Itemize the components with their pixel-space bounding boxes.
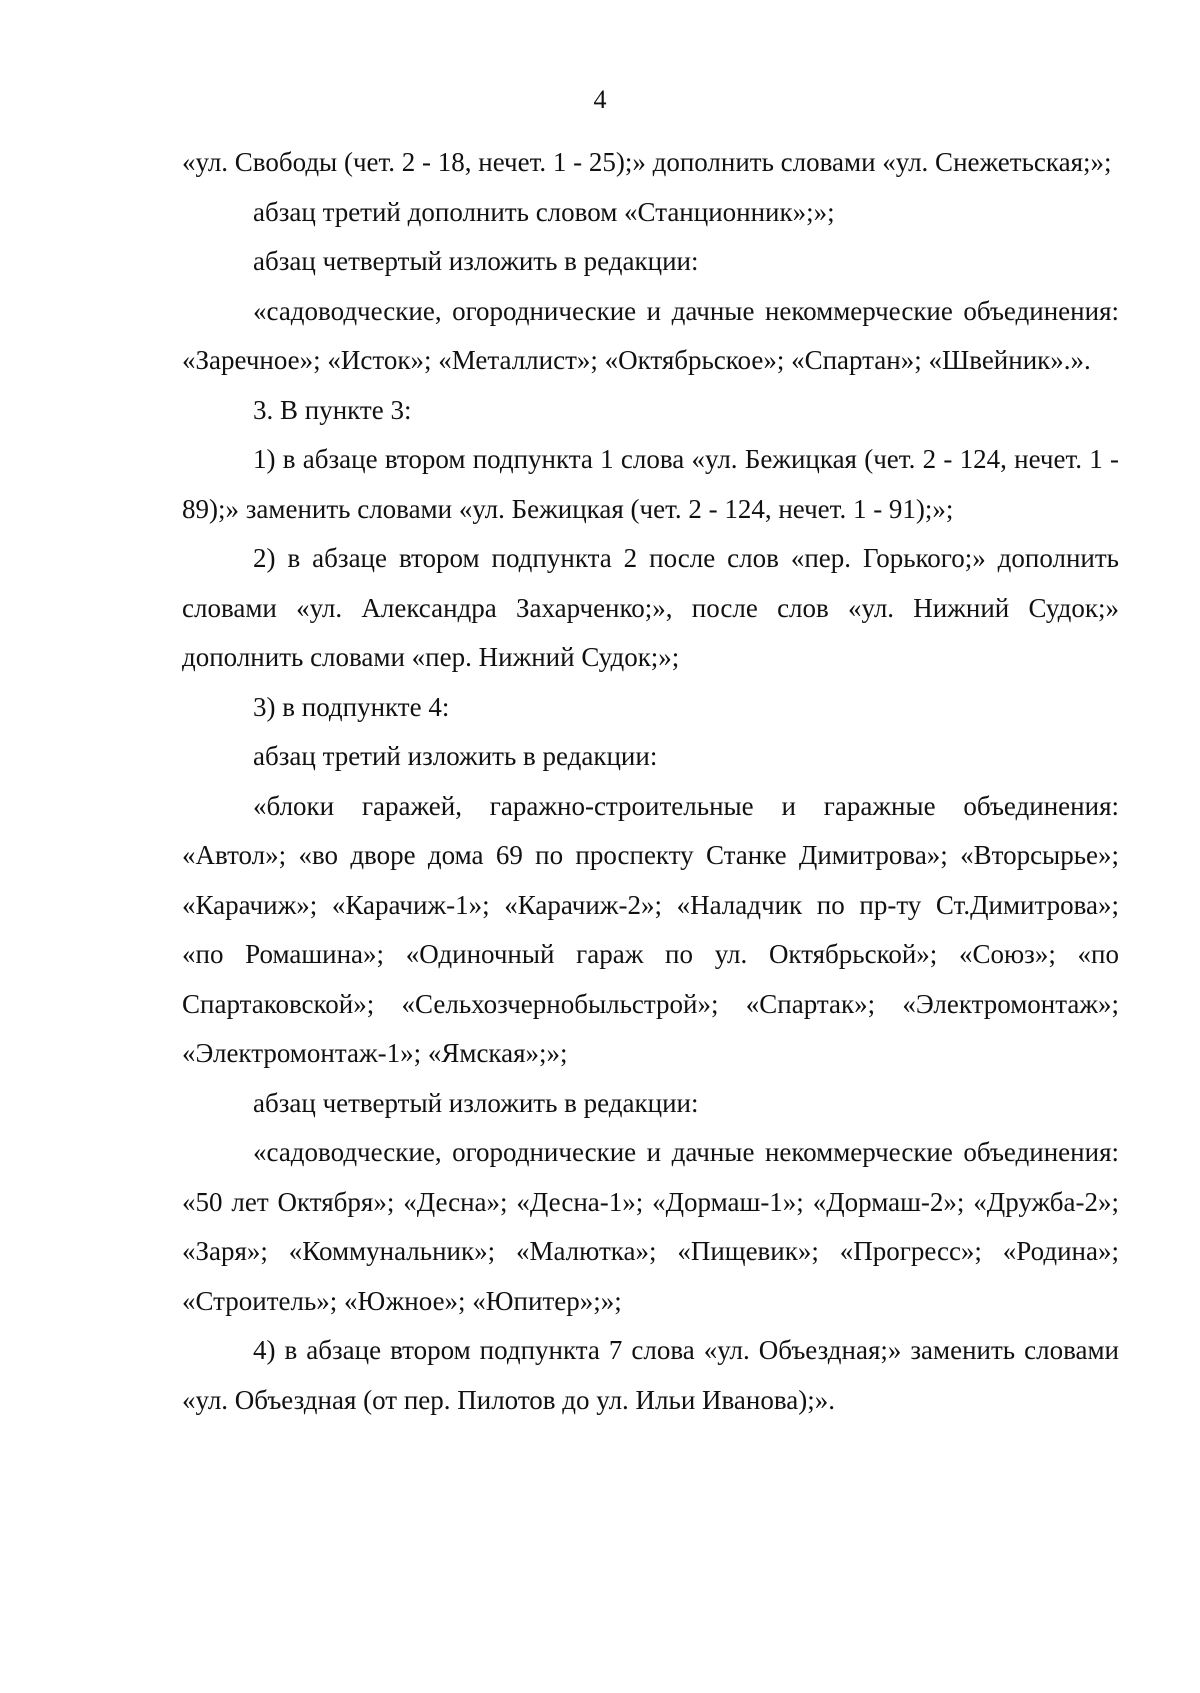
paragraph-3: абзац четвертый изложить в редакции: — [253, 246, 699, 276]
paragraph-2: абзац третий дополнить словом «Станционник»;»; — [253, 196, 835, 227]
document-body — [182, 138, 1119, 1425]
paragraph-11: абзац четвертый изложить в редакции: — [253, 1087, 699, 1118]
paragraph-1: «ул. Свободы (чет. 2 - 18, нечет. 1 - 25);» дополнить словами «ул. Снежетьская;»; — [182, 147, 1112, 177]
page-number: 4 — [593, 85, 607, 114]
paragraph-10: «блоки гаражей, гаражно-строительные и гаражные объединения: «Автол»; «во дворе дома 69 по проспекту Станке Димитрова»; «Вторсырье»; «Карачиж»; «Карачиж-1»; «Карачиж-2»; «Наладчик по пр-ту Ст.Димитрова»; «по Ромашина»; «Одиночный гараж по ул. Октябрьской»; «Союз»; «по Спартаковской»; «Сельхозчернобыльстрой»; «Спартак»; «Электромонтаж»; «Электромонтаж-1»; «Ямская»;»; — [182, 790, 1119, 1068]
paragraph-13: 4) в абзаце втором подпункта 7 слова «ул. Объездная;» заменить словами «ул. Объездная (от пер. Пилотов до ул. Ильи Иванова);». — [182, 1335, 1119, 1415]
paragraph-7: 2) в абзаце втором подпункта 2 после слов «пер. Горького;» дополнить словами «ул. Александра Захарченко;», после слов «ул. Нижний Судок;» дополнить словами «пер. Нижний Судок;»; — [182, 543, 1119, 672]
paragraph-6: 1) в абзаце втором подпункта 1 слова «ул. Бежицкая (чет. 2 - 124, нечет. 1 - 89);» заменить словами «ул. Бежицкая (чет. 2 - 124, нечет. 1 - 91);»; — [182, 444, 1119, 524]
paragraph-5: 3. В пункте 3: — [253, 394, 412, 425]
paragraph-9: абзац третий изложить в редакции: — [253, 741, 658, 771]
paragraph-4: «садоводческие, огороднические и дачные некоммерческие объединения: «Заречное»; «Исток»; «Металлист»; «Октябрьское»; «Спартан»; «Швейник».». — [182, 295, 1119, 375]
paragraph-12: «садоводческие, огороднические и дачные некоммерческие объединения: «50 лет Октября»; «Десна»; «Десна-1»; «Дормаш-1»; «Дормаш-2»; «Дружба-2»; «Заря»; «Коммунальник»; «Малютка»; «Пищевик»; «Прогресс»; «Родина»; «Строитель»; «Южное»; «Юпитер»;»; — [182, 1137, 1119, 1316]
paragraph-8: 3) в подпункте 4: — [253, 691, 450, 722]
